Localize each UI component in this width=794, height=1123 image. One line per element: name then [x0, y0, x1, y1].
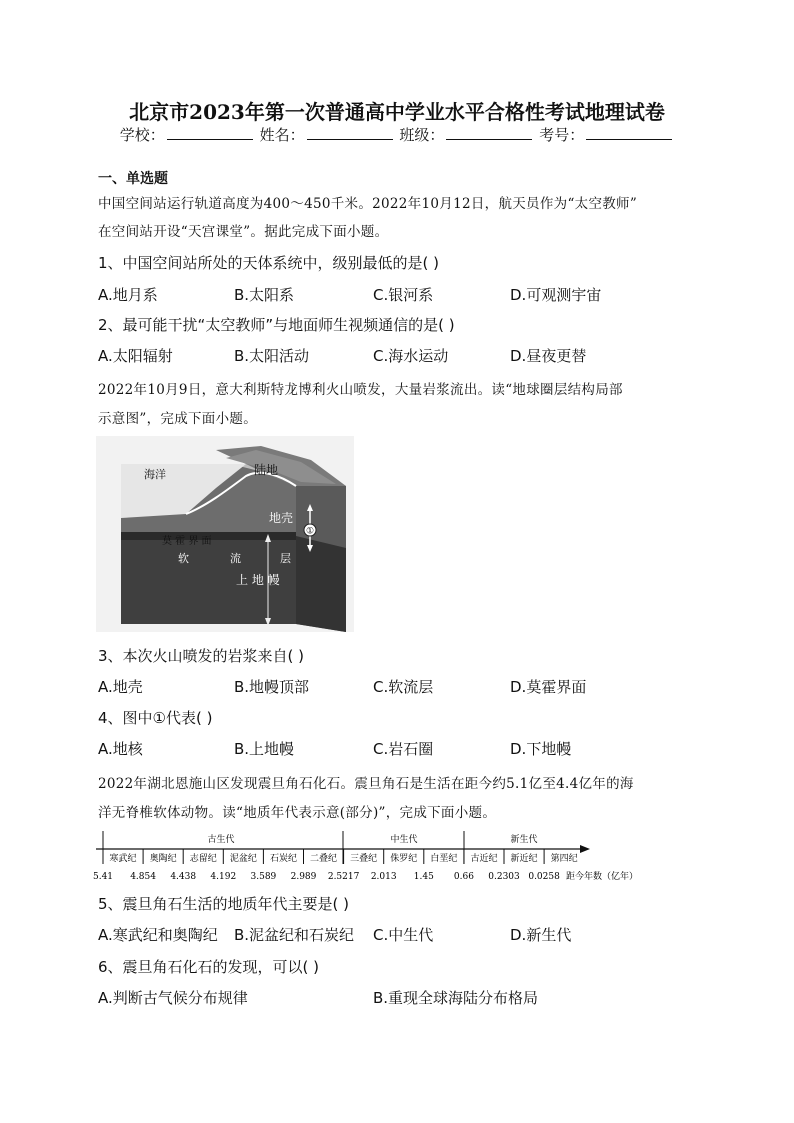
- figure-label-ocean: 海洋: [144, 468, 166, 481]
- question-1-stem: 1、中国空间站所处的天体系统中，级别最低的是( ): [98, 254, 440, 272]
- question-4-stem: 4、图中①代表( ): [98, 709, 213, 727]
- period-label: 志留纪: [189, 854, 217, 864]
- section-title: 一、单选题: [98, 171, 168, 187]
- figure-label-moho: 莫 霍 界 面: [162, 536, 212, 547]
- age-label: 5.41: [92, 872, 114, 882]
- q4-option-b[interactable]: B.上地幔: [234, 740, 295, 758]
- q2-option-d[interactable]: D.昼夜更替: [510, 347, 587, 365]
- period-label: 第四纪: [550, 854, 578, 864]
- q6-option-a[interactable]: A.判断古气候分布规律: [98, 989, 248, 1007]
- period-label: 古近纪: [470, 854, 498, 864]
- page-title: 北京市2023年第一次普通高中学业水平合格性考试地理试卷: [129, 100, 665, 124]
- age-labels: [93, 872, 560, 882]
- timeline-unit: 距今年数（亿年）: [566, 872, 639, 882]
- q1-option-c[interactable]: C.银河系: [373, 286, 434, 304]
- q5-option-a[interactable]: A.寒武纪和奥陶纪: [98, 926, 218, 944]
- question-2-stem: 2、最可能干扰“太空教师”与地面师生视频通信的是( ): [98, 316, 455, 334]
- age-label: 1.45: [413, 872, 434, 882]
- figure-label-mantle: 上 地 幔: [236, 573, 280, 587]
- passage-2-line-1: 2022年10月9日，意大利斯特龙博利火山喷发，大量岩浆流出。读“地球圈层结构局部: [98, 382, 623, 398]
- number-label: 考号：: [539, 126, 585, 144]
- q6-option-b[interactable]: B.重现全球海陆分布格局: [373, 989, 539, 1007]
- class-blank[interactable]: [446, 125, 532, 140]
- period-label: 三叠纪: [350, 854, 378, 864]
- period-label: 侏罗纪: [390, 854, 418, 864]
- school-label: 学校：: [119, 126, 165, 144]
- student-info-line: [0, 124, 794, 145]
- age-label: 4.192: [210, 872, 237, 882]
- age-label: 4.438: [170, 872, 197, 882]
- age-label: 4.854: [130, 872, 156, 882]
- q2-option-b[interactable]: B.太阳活动: [234, 347, 310, 365]
- figure-label-land: 陆地: [254, 463, 279, 477]
- period-label: 寒武纪: [109, 854, 137, 864]
- q4-option-a[interactable]: A.地核: [98, 740, 143, 758]
- period-label: 石炭纪: [269, 854, 297, 864]
- age-label: 0.2303: [488, 872, 520, 882]
- figure-marker-1: ①: [305, 526, 315, 537]
- q3-option-a[interactable]: A.地壳: [98, 678, 143, 696]
- question-5-stem: 5、震旦角石生活的地质年代主要是( ): [98, 895, 350, 913]
- name-label: 姓名：: [259, 126, 305, 144]
- q5-option-d[interactable]: D.新生代: [510, 926, 572, 944]
- passage-1-line-1: 中国空间站运行轨道高度为400～450千米。2022年10月12日，航天员作为“太空教师”: [98, 196, 638, 212]
- q2-option-c[interactable]: C.海水运动: [373, 347, 449, 365]
- passage-2-line-2: 示意图”，完成下面小题。: [98, 411, 258, 427]
- q3-option-d[interactable]: D.莫霍界面: [510, 678, 587, 696]
- period-label: 奥陶纪: [149, 854, 177, 864]
- q3-option-c[interactable]: C.软流层: [373, 678, 434, 696]
- passage-3-line-1: 2022年湖北恩施山区发现震旦角石化石。震旦角石是生活在距今约5.1亿至4.4亿年的海: [98, 776, 634, 792]
- era-paleozoic: 古生代: [207, 835, 235, 845]
- figure-label-asth-3: 层: [280, 552, 291, 565]
- q1-option-d[interactable]: D.可观测宇宙: [510, 286, 602, 304]
- period-label: 白垩纪: [430, 854, 458, 864]
- figure-label-asth-1: 软: [178, 552, 189, 565]
- age-label: 2.989: [290, 872, 317, 882]
- question-3-stem: 3、本次火山喷发的岩浆来自( ): [98, 647, 305, 665]
- age-label: 0.0258: [528, 872, 560, 882]
- age-label: 0.66: [453, 872, 474, 882]
- q4-option-c[interactable]: C.岩石圈: [373, 740, 434, 758]
- earth-layers-figure: [96, 436, 354, 632]
- age-label: 2.5217: [327, 872, 360, 882]
- figure-label-asth-2: 流: [230, 552, 241, 565]
- age-label: 3.589: [250, 872, 277, 882]
- question-6-stem: 6、震旦角石化石的发现，可以( ): [98, 958, 320, 976]
- period-label: 二叠纪: [310, 854, 338, 864]
- era-mesozoic: 中生代: [390, 835, 418, 845]
- period-label: 新近纪: [510, 854, 538, 864]
- passage-1-line-2: 在空间站开设“天宫课堂”。据此完成下面小题。: [98, 224, 389, 240]
- era-cenozoic: 新生代: [510, 835, 538, 845]
- q1-option-a[interactable]: A.地月系: [98, 286, 158, 304]
- passage-3-line-2: 洋无脊椎软体动物。读“地质年代表示意(部分)”，完成下面小题。: [98, 805, 497, 821]
- name-blank[interactable]: [307, 125, 393, 140]
- q4-option-d[interactable]: D.下地幔: [510, 740, 572, 758]
- geologic-timeline: [92, 828, 696, 884]
- q5-option-c[interactable]: C.中生代: [373, 926, 434, 944]
- q2-option-a[interactable]: A.太阳辐射: [98, 347, 173, 365]
- figure-label-crust: 地壳: [269, 511, 294, 525]
- school-blank[interactable]: [167, 125, 253, 140]
- q3-option-b[interactable]: B.地幔顶部: [234, 678, 310, 696]
- period-label: 泥盆纪: [229, 854, 257, 864]
- class-label: 班级：: [399, 126, 445, 144]
- q5-option-b[interactable]: B.泥盆纪和石炭纪: [234, 926, 355, 944]
- number-blank[interactable]: [586, 125, 672, 140]
- age-label: 2.013: [370, 872, 397, 882]
- q1-option-b[interactable]: B.太阳系: [234, 286, 295, 304]
